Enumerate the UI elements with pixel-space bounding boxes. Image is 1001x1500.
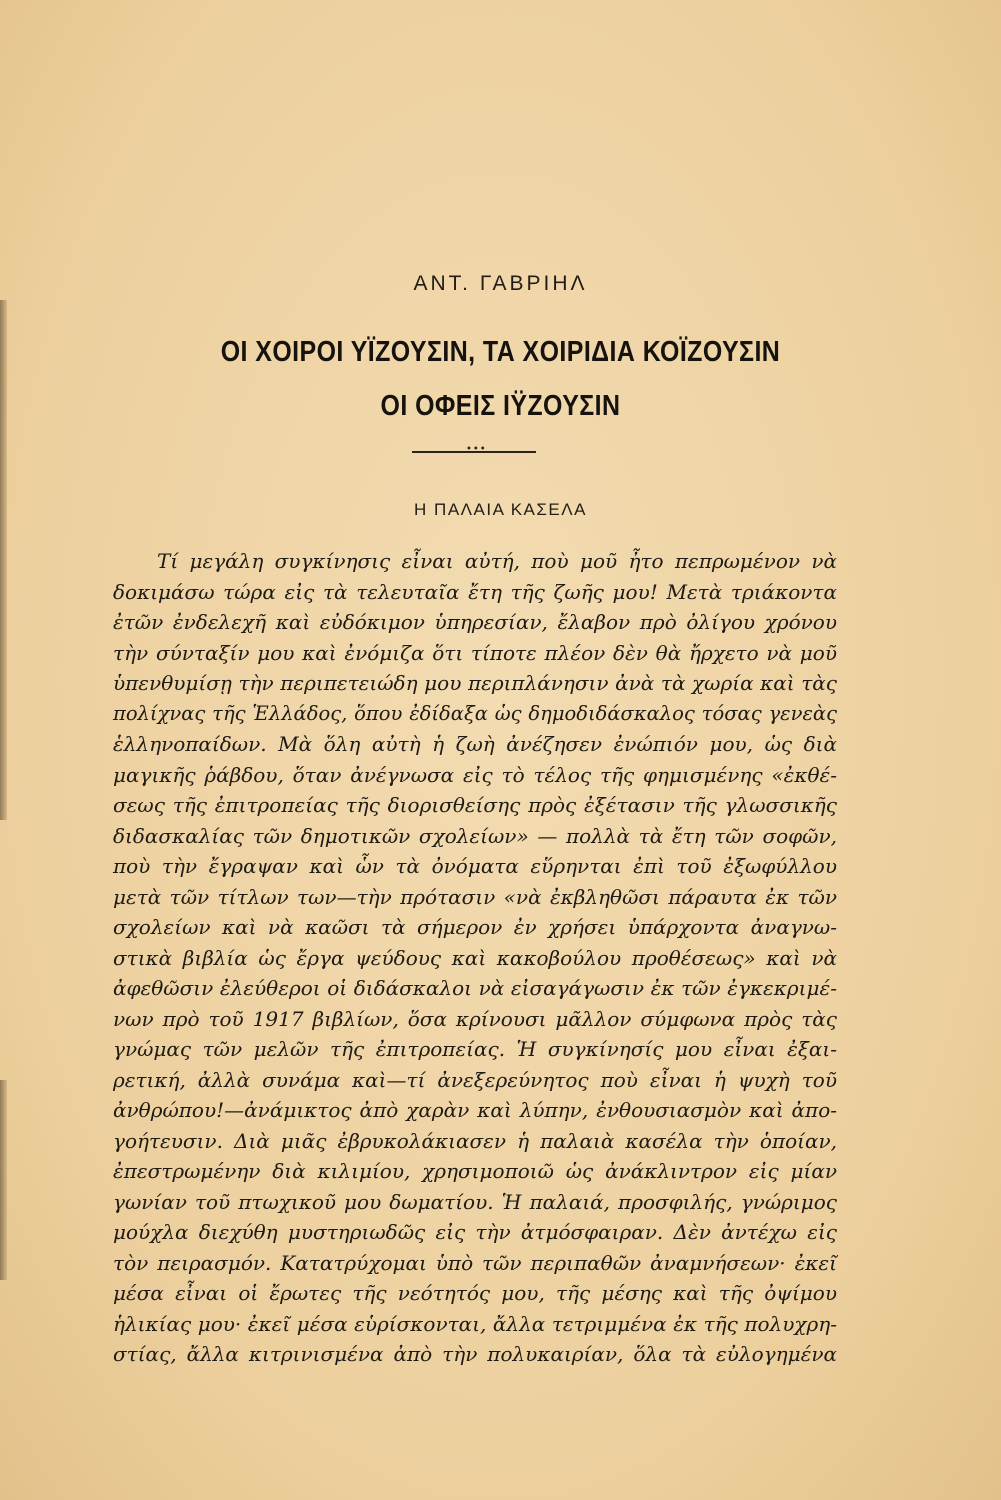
body-line: γοήτευσιν. Διὰ μιᾶς ἐβρυκολάκιασεν ἡ παλαιὰ κασέλα τὴν ὁποίαν, (113, 1128, 837, 1153)
body-line: μέσα εἶναι οἱ ἔρωτες τῆς νεότητός μου, τῆς μέσης καὶ τῆς ὀψίμου (113, 1281, 837, 1305)
body-line: γνώμας τῶν μελῶν τῆς ἐπιτροπείας. Ἡ συγκίνησίς μου εἶναι ἐξαι- (113, 1037, 837, 1061)
body-line: ὑπενθυμίσῃ τὴν περιπετειώδη μου περιπλάνησιν ἀνὰ τὰ χωρία καὶ τὰς (113, 671, 837, 695)
body-line: ἡλικίας μου· ἐκεῖ μέσα εὑρίσκονται, ἄλλα τετριμμένα ἐκ τῆς πολυχρη- (113, 1311, 837, 1336)
section-heading: Η ΠΑΛΑΙΑ ΚΑΣΕΛΑ (414, 500, 587, 519)
body-line: ἑλληνοπαίδων. Μὰ ὅλη αὐτὴ ἡ ζωὴ ἀνέζησεν ἐνώπιόν μου, ὡς διὰ (113, 732, 837, 756)
body-line: διδασκαλίας τῶν δημοτικῶν σχολείων» — πολλὰ τὰ ἔτη τῶν σοφῶν, (113, 823, 837, 848)
divider-ornament: ••• (466, 444, 487, 455)
title-line-2: ΟΙ ΟΦΕΙΣ ΙΫΖΟΥΣΙΝ (380, 390, 621, 422)
body-line: σχολείων καὶ νὰ καῶσι τὰ σήμερον ἐν χρήσει ὑπάρχοντα ἀναγνω- (113, 915, 837, 939)
body-line: μούχλα διεχύθη μυστηριωδῶς εἰς τὴν ἀτμόσφαιραν. Δὲν ἀντέχω εἰς (113, 1220, 837, 1244)
body-line: νων πρὸ τοῦ 1917 βιβλίων, ὅσα κρίνουσι μᾶλλον σύμφωνα πρὸς τὰς (113, 1006, 837, 1031)
body-line: ἀφεθῶσιν ἐλεύθεροι οἱ διδάσκαλοι νὰ εἰσαγάγωσιν ἐκ τῶν ἐγκεκριμέ- (113, 976, 837, 1000)
page-binding-edge-lower (0, 1080, 7, 1280)
body-line: στίας, ἄλλα κιτρινισμένα ἀπὸ τὴν πολυκαιρίαν, ὅλα τὰ εὐλογημένα (113, 1342, 837, 1366)
body-line: ἐτῶν ἐνδελεχῆ καὶ εὐδόκιμον ὑπηρεσίαν, ἔλαβον πρὸ ὀλίγου χρόνου (113, 610, 837, 634)
author-name: ΑΝΤ. ΓΑΒΡΙΗΛ (413, 272, 588, 295)
body-line: ἀνθρώπου!—ἀνάμικτος ἀπὸ χαρὰν καὶ λύπην, ἐνθουσιασμὸν καὶ ἀπο- (113, 1098, 837, 1122)
body-line: ποὺ τὴν ἔγραψαν καὶ ὧν τὰ ὀνόματα εὕρηνται ἐπὶ τοῦ ἐξωφύλλου (113, 854, 837, 878)
body-line: πολίχνας τῆς Ἑλλάδος, ὅπου ἐδίδαξα ὡς δημοδιδάσκαλος τόσας γενεὰς (113, 701, 837, 725)
body-line: Τί μεγάλη συγκίνησις εἶναι αὐτή, ποὺ μοῦ ἦτο πεπρωμένον νὰ (157, 549, 837, 573)
body-line: ἐπεστρωμένην διὰ κιλιμίου, χρησιμοποιῶ ὡς ἀνάκλιντρον εἰς μίαν (113, 1159, 837, 1183)
body-line: δοκιμάσω τώρα εἰς τὰ τελευταῖα ἔτη τῆς ζωῆς μου! Μετὰ τριάκοντα (113, 579, 837, 604)
body-line: σεως τῆς ἐπιτροπείας τῆς διορισθείσης πρὸς ἐξέτασιν τῆς γλωσσικῆς (113, 793, 837, 817)
body-text (113, 546, 837, 1370)
page-binding-edge (0, 300, 7, 820)
body-line: μετὰ τῶν τίτλων των—τὴν πρότασιν «νὰ ἐκβληθῶσι πάραυτα ἐκ τῶν (113, 884, 837, 909)
body-line: στικὰ βιβλία ὡς ἔργα ψεύδους καὶ κακοβούλου προθέσεως» καὶ νὰ (113, 945, 837, 970)
body-line: τὸν πειρασμόν. Κατατρύχομαι ὑπὸ τῶν περιπαθῶν ἀναμνήσεων· ἐκεῖ (113, 1250, 837, 1275)
body-line: τὴν σύνταξίν μου καὶ ἐνόμιζα ὅτι τίποτε πλέον δὲν θὰ ἤρχετο νὰ μοῦ (113, 640, 837, 665)
title-line-1: ΟΙ ΧΟΙΡΟΙ ΥΪΖΟΥΣΙΝ, ΤΑ ΧΟΙΡΙΔΙΑ ΚΟΪΖΟΥΣΙΝ (220, 336, 781, 368)
body-line: μαγικῆς ῥάβδου, ὅταν ἀνέγνωσα εἰς τὸ τέλος τῆς φημισμένης «ἐκθέ- (113, 762, 837, 787)
body-line: ρετική, ἀλλὰ συνάμα καὶ—τί ἀνεξερεύνητος ποὺ εἶναι ἡ ψυχὴ τοῦ (113, 1067, 837, 1092)
body-line: γωνίαν τοῦ πτωχικοῦ μου δωματίου. Ἡ παλαιά, προσφιλής, γνώριμος (113, 1189, 837, 1214)
